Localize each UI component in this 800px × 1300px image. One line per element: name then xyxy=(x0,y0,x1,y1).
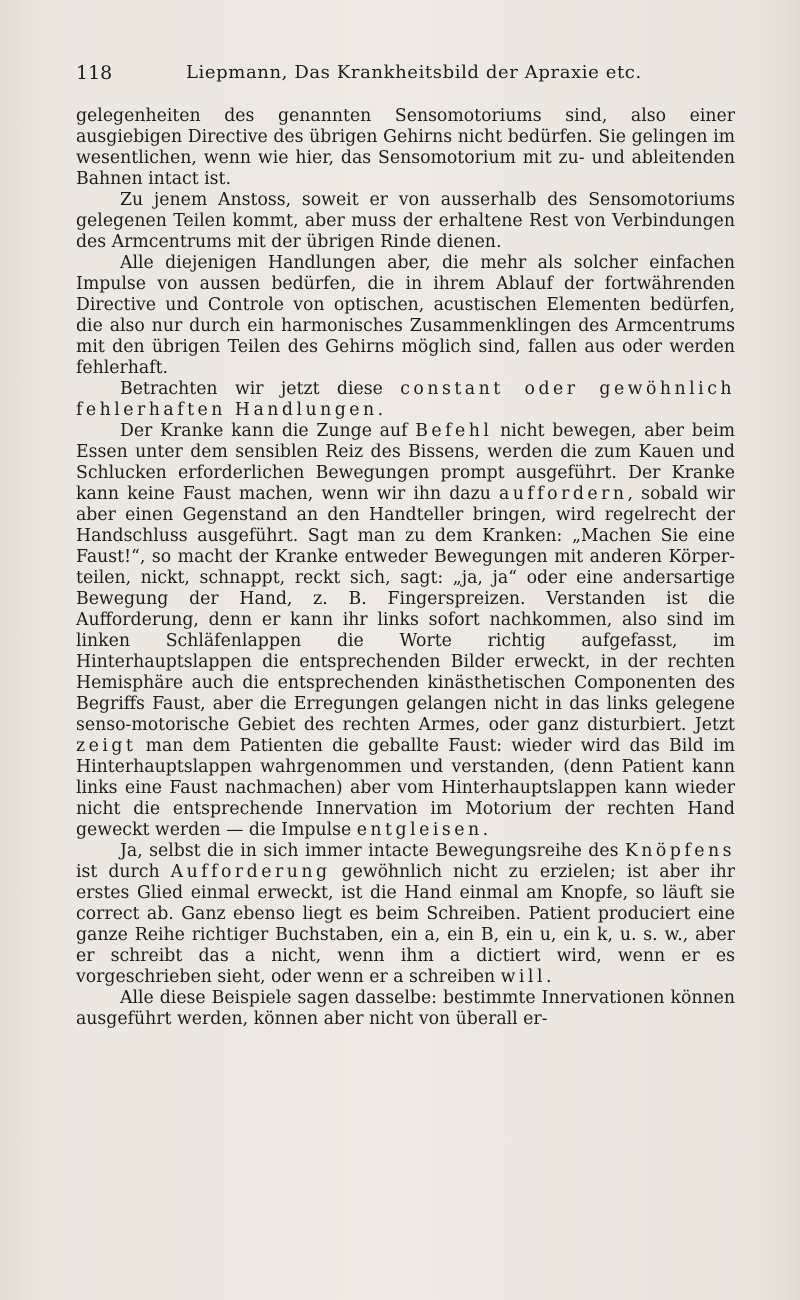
paragraph-text: . xyxy=(482,820,489,840)
paragraph-text: , sobald wir aber einen Gegenstand an den Handteller bringen, wird regelrecht der Handschluss ausgeführt. Sagt man zu dem Kranken: „Machen Sie eine Faust!“, so macht der Kranke entweder Bewegungen mit anderen Körperteilen, nickt, schnappt, reckt sich, sagt: „ja, ja“ oder eine andersartige Bewegung der Hand, z. B. Fingerspreizen. Verstanden ist die Aufforderung, denn er kann ihr links sofort nachkommen, also sind im linken Schläfenlappen die Worte richtig aufgefasst, im Hinterhauptslappen die entsprechenden Bilder erweckt, in der rechten Hemisphäre auch die entsprechenden kinästhetischen Componenten des Begriffs Faust, aber die Erregungen gelangen nicht in das links gelegene senso-motorische Gebiet des rechten Armes, oder ganz disturbiert. Jetzt xyxy=(76,484,735,735)
paragraph-text: gewöhnlich nicht zu erzielen; ist aber ihr erstes Glied einmal erweckt, ist die Hand einmal am Knopfe, so läuft sie correct ab. Ganz ebenso liegt es beim Schreiben. Patient produciert eine ganze Reihe richtiger Buchstaben, ein a, ein B, ein u, ein k, u. s. w., aber er schreibt das a nicht, wenn ihm a dictiert wird, wenn er es vorgeschrieben sieht, oder wenn er a schreiben xyxy=(76,862,735,987)
paragraph xyxy=(76,379,735,421)
paragraph xyxy=(76,253,735,379)
paragraph xyxy=(76,988,735,1030)
emphasized-text: Knöpfens xyxy=(624,841,735,861)
emphasized-text: auffordern xyxy=(498,484,628,504)
emphasized-text: zeigt xyxy=(76,736,137,756)
paragraph-text: Alle diejenigen Handlungen aber, die mehr als solcher einfachen Impulse von aussen bedürfen, die in ihrem Ablauf der fortwährenden Directive und Controle von optischen, acustischen Elementen bedürfen, die also nur durch ein harmonisches Zusammenklingen des Armcentrums mit den übrigen Teilen des Gehirns möglich sind, fallen aus oder werden fehlerhaft. xyxy=(76,253,735,378)
paragraph-text: Alle diese Beispiele sagen dasselbe: bestimmte Innervationen können ausgeführt werden, können aber nicht von überall er- xyxy=(76,988,735,1029)
paragraph xyxy=(76,841,735,988)
body-text xyxy=(76,106,735,1030)
emphasized-text: Befehl xyxy=(415,421,493,441)
paragraph xyxy=(76,421,735,841)
emphasized-text: Aufforderung xyxy=(170,862,331,882)
paragraph-text: Ja, selbst die in sich immer intacte Bewegungsreihe des xyxy=(120,841,625,861)
paragraph-text: Zu jenem Anstoss, soweit er von ausserhalb des Sensomotoriums gelegenen Teilen kommt, aber muss der erhaltene Rest von Verbindungen des Armcentrums mit der übrigen Rinde dienen. xyxy=(76,190,735,252)
paragraph-text: . xyxy=(545,967,552,987)
emphasized-text: constant oder gewöhnlich fehlerhaften Handlungen xyxy=(76,379,736,420)
emphasized-text: entgleisen xyxy=(356,820,483,840)
paragraph-text: Der Kranke kann die Zunge auf xyxy=(120,421,416,441)
paragraph-text: gelegenheiten des genannten Sensomotoriums sind, also einer ausgiebigen Directive des übrigen Gehirns nicht bedürfen. Sie gelingen im wesentlichen, wenn wie hier, das Sensomotorium mit zu- und ableitenden Bahnen intact ist. xyxy=(76,106,735,189)
paragraph xyxy=(76,190,735,253)
paragraph-text: . xyxy=(377,400,384,420)
running-head xyxy=(76,58,736,88)
running-title: Liepmann, Das Krankheitsbild der Apraxie etc. xyxy=(186,62,642,83)
page-number: 118 xyxy=(76,62,113,84)
emphasized-text: will xyxy=(500,967,546,987)
paragraph-text: man dem Patienten die geballte Faust: wieder wird das Bild im Hinterhauptslappen wahrgenommen und verstanden, (denn Patient kann links eine Faust nachmachen) aber vom Hinterhauptslappen kann wieder nicht die entsprechende Innervation im Motorium der rechten Hand geweckt werden — die Impulse xyxy=(76,736,735,840)
paragraph-text: ist durch xyxy=(76,862,171,882)
paragraph-text: nicht bewegen, aber beim Essen unter dem sensiblen Reiz des Bissens, werden die zum Kauen und Schlucken erforderlichen Bewegungen prompt ausgeführt. Der Kranke kann keine Faust machen, wenn wir ihn dazu xyxy=(76,421,735,504)
paragraph xyxy=(76,106,735,190)
paragraph-text: Betrachten wir jetzt diese xyxy=(120,379,401,399)
